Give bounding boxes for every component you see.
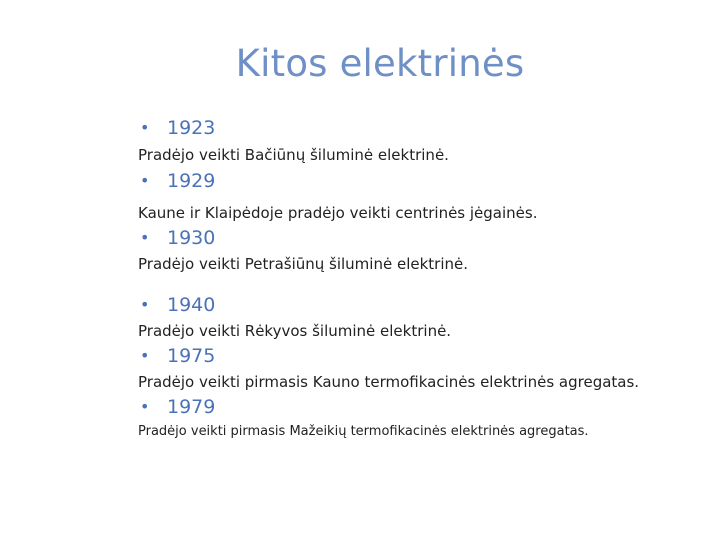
year-row <box>138 170 698 196</box>
year-label: 1975 <box>167 345 216 367</box>
entry-description: Pradėjo veikti Bačiūnų šiluminė elektrinė. <box>138 146 449 164</box>
year-row <box>138 345 698 371</box>
entry-description: Pradėjo veikti pirmasis Kauno termofikacinės elektrinės agregatas. <box>138 373 640 391</box>
bullet-icon: • <box>140 118 150 137</box>
timeline-entry-1979 <box>138 396 698 439</box>
timeline-entry-1940 <box>138 294 698 340</box>
year-row <box>138 294 698 320</box>
timeline-entry-1923 <box>138 117 698 164</box>
year-label: 1979 <box>167 396 216 418</box>
year-label: 1930 <box>167 227 216 249</box>
entry-description: Pradėjo veikti pirmasis Mažeikių termofikacinės elektrinės agregatas. <box>138 424 589 439</box>
bullet-icon: • <box>140 295 150 314</box>
year-row <box>138 227 698 253</box>
timeline-entry-1930 <box>138 227 698 273</box>
year-label: 1923 <box>167 117 216 139</box>
slide-title: Kitos elektrinės <box>235 42 525 85</box>
timeline-entry-1975 <box>138 345 698 391</box>
entry-description: Pradėjo veikti Rėkyvos šiluminė elektrinė. <box>138 322 452 340</box>
bullet-icon: • <box>140 171 150 190</box>
timeline-entry-1929 <box>138 170 698 222</box>
year-label: 1940 <box>167 294 216 316</box>
year-row <box>138 117 698 143</box>
bullet-icon: • <box>140 346 150 365</box>
bullet-icon: • <box>140 228 150 247</box>
year-row <box>138 396 698 422</box>
year-label: 1929 <box>167 170 216 192</box>
entry-description: Kaune ir Klaipėdoje pradėjo veikti centrinės jėgainės. <box>138 204 538 222</box>
bullet-icon: • <box>140 397 150 416</box>
entry-description: Pradėjo veikti Petrašiūnų šiluminė elektrinė. <box>138 255 468 273</box>
